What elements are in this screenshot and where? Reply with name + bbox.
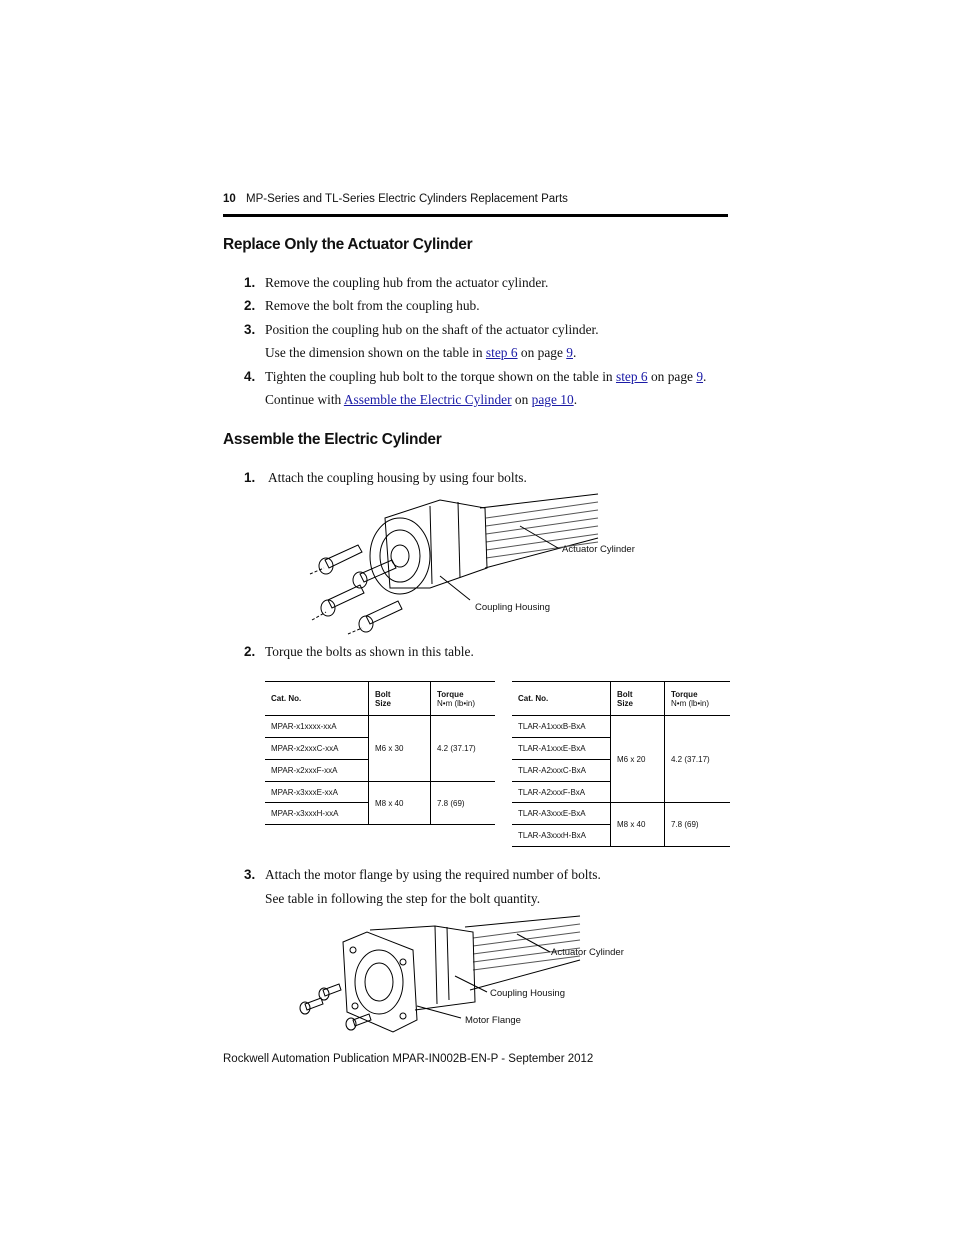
header-rule <box>223 214 728 217</box>
figure-motor-flange <box>295 912 615 1042</box>
step-text: Attach the coupling housing by using four bolts. <box>268 470 527 485</box>
torque-value: 4.2 (37.17) <box>431 716 496 782</box>
section-title-assemble: Assemble the Electric Cylinder <box>223 431 442 448</box>
step-text: Position the coupling hub on the shaft of the actuator cylinder. <box>265 322 599 337</box>
step-number: 1. <box>244 470 256 485</box>
header-cat-no: Cat. No. <box>512 682 611 716</box>
callout-actuator-cylinder: Actuator Cylinder <box>551 947 624 958</box>
cat-no: TLAR-A3xxxE-BxA <box>512 803 611 825</box>
cat-no: MPAR-x1xxxx-xxA <box>265 716 369 738</box>
header-torque: Torque N•m (lb•in) <box>665 682 731 716</box>
step-number: 3. <box>244 867 256 882</box>
actuator-cylinder-drawing <box>480 494 598 568</box>
assemble-step-3-note: See table in following the step for the bolt quantity. <box>265 891 541 906</box>
coupling-housing-drawing <box>370 926 475 1010</box>
cat-no: TLAR-A1xxxE-BxA <box>512 738 611 760</box>
step-text: Remove the coupling hub from the actuator cylinder. <box>265 275 549 290</box>
step-number: 1. <box>244 275 256 290</box>
footer-publication: Rockwell Automation Publication MPAR-IN002B-EN-P - September 2012 <box>223 1053 594 1065</box>
header-torque: Torque N•m (lb•in) <box>431 682 496 716</box>
cat-no: TLAR-A3xxxH-BxA <box>512 825 611 847</box>
link-page-9[interactable]: 9 <box>696 369 704 384</box>
table-row <box>512 803 730 825</box>
callout-motor-flange: Motor Flange <box>465 1015 521 1026</box>
step-text: Torque the bolts as shown in this table. <box>265 644 474 659</box>
table-row <box>265 782 495 803</box>
bolt-size: M8 x 40 <box>369 782 431 825</box>
link-page-10[interactable]: page 10 <box>531 392 574 407</box>
header-cat-no: Cat. No. <box>265 682 369 716</box>
step-number: 4. <box>244 369 256 384</box>
step-number: 3. <box>244 322 256 337</box>
cat-no: MPAR-x3xxxE-xxA <box>265 782 369 803</box>
torque-table-tlar <box>512 681 730 847</box>
callout-actuator-cylinder: Actuator Cylinder <box>562 544 635 555</box>
cat-no: MPAR-x3xxxH-xxA <box>265 803 369 825</box>
coupling-housing-drawing <box>370 500 487 594</box>
step-number: 2. <box>244 298 256 313</box>
cat-no: TLAR-A1xxxB-BxA <box>512 716 611 738</box>
header-bolt-size: Bolt Size <box>611 682 665 716</box>
bolts-drawing <box>300 984 371 1030</box>
figure-coupling-housing <box>300 488 630 640</box>
step-text: Tighten the coupling hub bolt to the torque shown on the table in step 6 on page 9. <box>265 369 707 384</box>
table-row <box>512 716 730 738</box>
motor-flange-drawing <box>343 932 417 1032</box>
step-number: 2. <box>244 644 256 659</box>
step-text: Attach the motor flange by using the required number of bolts. <box>265 867 601 882</box>
callout-coupling-housing: Coupling Housing <box>475 602 550 613</box>
step-4-note: Continue with Assemble the Electric Cylinder on page 10. <box>265 392 578 407</box>
step-3-note: Use the dimension shown on the table in step 6 on page 9. <box>265 345 577 360</box>
torque-table-mpar <box>265 681 495 825</box>
torque-value: 7.8 (69) <box>665 803 731 847</box>
link-assemble-section[interactable]: Assemble the Electric Cylinder <box>343 392 512 407</box>
link-step-6[interactable]: step 6 <box>615 369 648 384</box>
cat-no: TLAR-A2xxxF-BxA <box>512 782 611 803</box>
bolt-size: M6 x 20 <box>611 716 665 803</box>
step-text: Remove the bolt from the coupling hub. <box>265 298 480 313</box>
page-number: 10 <box>223 193 236 205</box>
link-step-6[interactable]: step 6 <box>485 345 518 360</box>
torque-value: 7.8 (69) <box>431 782 496 825</box>
callout-coupling-housing: Coupling Housing <box>490 988 565 999</box>
bolt-size: M6 x 30 <box>369 716 431 782</box>
header-bolt-size: Bolt Size <box>369 682 431 716</box>
torque-value: 4.2 (37.17) <box>665 716 731 803</box>
cat-no: MPAR-x2xxxF-xxA <box>265 760 369 782</box>
cat-no: MPAR-x2xxxC-xxA <box>265 738 369 760</box>
link-page-9[interactable]: 9 <box>566 345 573 360</box>
callout-line-flange <box>417 1006 461 1018</box>
bolt-size: M8 x 40 <box>611 803 665 847</box>
running-header: MP-Series and TL-Series Electric Cylinders Replacement Parts <box>246 193 568 205</box>
section-title-replace-actuator: Replace Only the Actuator Cylinder <box>223 236 473 253</box>
table-row <box>265 716 495 738</box>
cat-no: TLAR-A2xxxC-BxA <box>512 760 611 782</box>
